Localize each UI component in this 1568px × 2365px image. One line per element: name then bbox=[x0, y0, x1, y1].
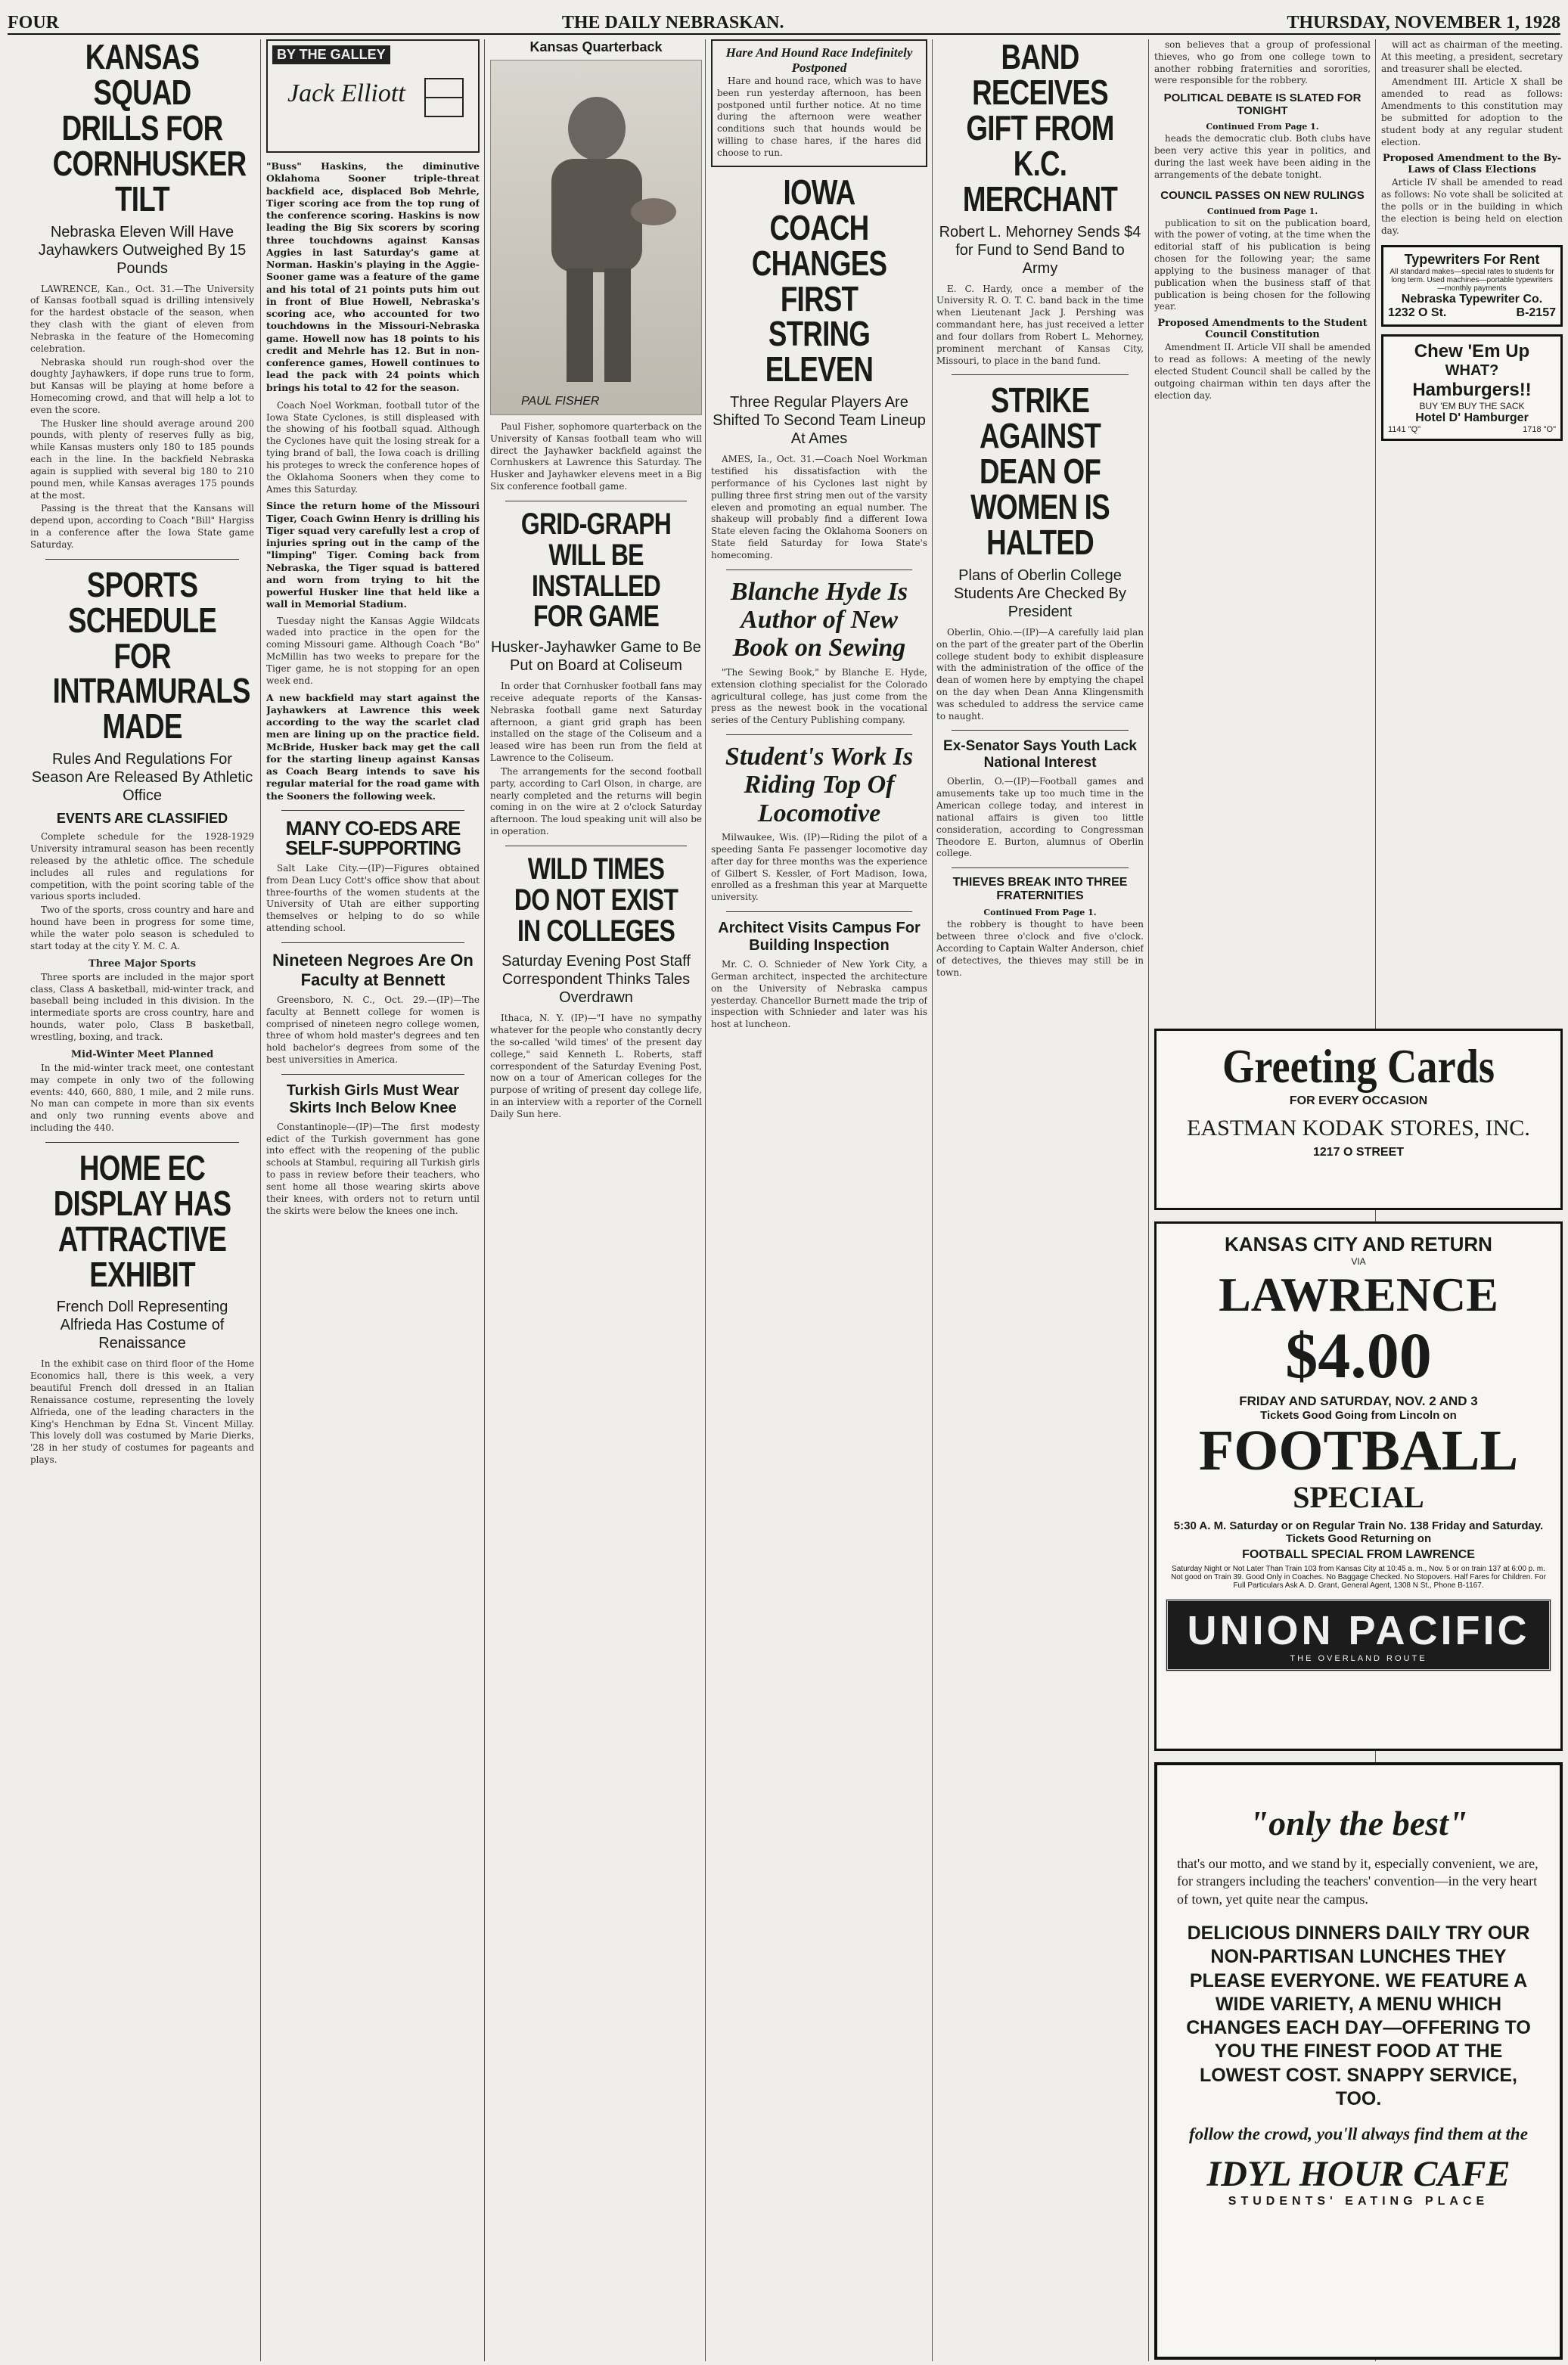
idyl-sub: STUDENTS' EATING PLACE bbox=[1228, 2195, 1489, 2208]
hare-article bbox=[717, 76, 921, 160]
hamburger-line-3: Hamburgers!! bbox=[1412, 379, 1532, 400]
column-4 bbox=[711, 39, 927, 1032]
galley-bold-block-2: A new backfield may start against the Jayhawkers at Lawrence this week according to the way the scarlet clad men are lining up on the practice field. McBride, Husker back may get the call for the starting lineup against Kansas as Coach Bearg intends to save his regular material for the road game with the Sooners the following week. bbox=[266, 691, 480, 802]
paragraph: In the mid-winter track meet, one contestant may compete in only two of the following events: 440, 660, 880, 1 mile, and 2 mile runs. No man can compete in more than six events and only two running events above and including the 440. bbox=[30, 1062, 254, 1133]
greeting-title: Greeting Cards bbox=[1222, 1039, 1495, 1093]
paragraph: Tuesday night the Kansas Aggie Wildcats waded into practice in the open for the coming Missouri game. Although Coach "Bo" McMillin has two weeks to prepare for the Tiger game, he is not stopping for an open week end. bbox=[266, 615, 480, 686]
class-elections-article bbox=[1381, 177, 1563, 237]
hamburger-line-2: WHAT? bbox=[1445, 362, 1499, 379]
rail-special: SPECIAL bbox=[1293, 1480, 1424, 1514]
union-pacific-title: UNION PACIFIC bbox=[1187, 1608, 1530, 1653]
column-5 bbox=[936, 39, 1144, 980]
debate-headline: POLITICAL DEBATE IS SLATED FOR TONIGHT bbox=[1163, 92, 1362, 118]
debate-article bbox=[1154, 133, 1371, 181]
amendment-3 bbox=[1381, 76, 1563, 148]
idyl-follow: follow the crowd, you'll always find them at the bbox=[1189, 2124, 1528, 2144]
youth-headline: Ex-Senator Says Youth Lack National Interest bbox=[943, 738, 1137, 771]
paragraph: Complete schedule for the 1928-1929 University intramural season has been recently released by the athletic office. The schedule includes all rules and regulations for competition, with the point scoring table of the various sports included. bbox=[30, 831, 254, 902]
paragraph: Passing is the threat that the Kansans will depend upon, according to Coach "Bill" Hargiss in a conference after the Iowa State game Saturday. bbox=[30, 503, 254, 550]
rail-times: 5:30 A. M. Saturday or on Regular Train No. 138 Friday and Saturday. Tickets Good Returning on bbox=[1173, 1519, 1544, 1545]
typewriter-ad bbox=[1381, 245, 1563, 327]
paragraph: E. C. Hardy, once a member of the University R. O. T. C. band back in the time when Lieutenant Jack J. Pershing was commandant here, has just received a letter and four dollars from Robert L. Mehorney, prominent merchant of Kansas City, Missouri, to place in the band fund. bbox=[936, 283, 1144, 366]
strike-deck: Plans of Oberlin College Students Are Checked By President bbox=[954, 566, 1126, 620]
idyl-hour-ad bbox=[1154, 1762, 1563, 2360]
quarterback-photo bbox=[490, 60, 702, 415]
iowa-headline: IOWA COACH CHANGES FIRST STRING ELEVEN bbox=[751, 172, 887, 390]
band-deck: Robert L. Mehorney Sends $4 for Fund to Send Band to Army bbox=[939, 223, 1141, 277]
paragraph: Ithaca, N. Y. (IP)—"I have no sympathy whatever for the people who constantly decry the so-called 'wild times' of the present day college," said Kenneth L. Roberts, staff correspondent of the Saturday Evening Post, now on a tour of American colleges for the purpose of writing of present day college life, in an interview with a reporter of the Cornell Daily Sun here. bbox=[490, 1013, 702, 1119]
band-headline: BAND RECEIVES GIFT FROM K.C. MERCHANT bbox=[962, 39, 1118, 219]
paragraph: heads the democratic club. Both clubs have been very active this year in politics, and during the last week have been aiding in the arrangements of the debate tonight. bbox=[1154, 133, 1371, 180]
council-article bbox=[1154, 218, 1371, 314]
paragraph: Nebraska should run rough-shod over the doughty Jayhawkers, if dope runs true to form, but Kansas will be playing at home before a Homecoming crowd, and that will help a lot to even the score. bbox=[30, 356, 254, 415]
column-3 bbox=[490, 39, 702, 1122]
photo-caption: PAUL FISHER bbox=[521, 395, 600, 408]
intramural-headline: SPORTS SCHEDULE FOR INTRAMURALS MADE bbox=[52, 564, 250, 746]
architect-headline: Architect Visits Campus For Building Inspection bbox=[718, 920, 921, 954]
galley-bold-block: Since the return home of the Missouri Tiger, Coach Gwinn Henry is drilling his Tiger squad very carefully lest a crop of injuries spring out in the camp of the "limping" Tiger. Coming back from Nebraska, the Tiger squad is battered and worn from trying to hit the powerful Husker line that held like a wall in Memorial Stadium. bbox=[266, 500, 480, 610]
paragraph: Mr. C. O. Schnieder of New York City, a German architect, inspected the architecture on the University of Nebraska campus yesterday. Chancellor Burnett made the trip of inspection with Schnieder and later was his host at luncheon. bbox=[711, 959, 927, 1030]
col6-top-text bbox=[1154, 39, 1371, 87]
galley-body-2 bbox=[266, 616, 480, 687]
rail-return: FOOTBALL SPECIAL FROM LAWRENCE bbox=[1242, 1548, 1475, 1561]
typewriter-company: Nebraska Typewriter Co. bbox=[1401, 292, 1543, 306]
paragraph: will act as chairman of the meeting. At this meeting, a president, secretary and treasurer shall be elected. bbox=[1381, 39, 1563, 74]
hare-hound-box bbox=[711, 39, 927, 167]
intramural-deck: Rules And Regulations For Season Are Released By Athletic Office bbox=[31, 751, 253, 805]
greeting-cards-ad bbox=[1154, 1029, 1563, 1210]
paragraph: Amendment II. Article VII shall be amended to read as follows: A meeting of the newly elected Student Council shall be called by the outgoing chairman within ten days after the election day. bbox=[1154, 342, 1371, 401]
galley-body bbox=[266, 400, 480, 496]
hamburger-name: Hotel D' Hamburger bbox=[1415, 411, 1529, 424]
paragraph: Oberlin, O.—(IP)—Football games and amusements take up too much time in the American college today, and interest in national affairs is given too little consideration, according to Congressman Theodore E. Burton, alumnus of Oberlin college. bbox=[936, 776, 1144, 859]
paragraph: the robbery is thought to have been between three o'clock and five o'clock. According to Captain Walter Anderson, chief of detectives, the thieves may still be in town. bbox=[936, 919, 1144, 978]
paragraph: Hare and hound race, which was to have been run yesterday afternoon, has been postponed until further notice. At no time during the afternoon were weather conditions such that hounds would be willing to chase hares, if the hares did choose to run. bbox=[717, 76, 921, 158]
coeds-article bbox=[266, 863, 480, 935]
home-ec-headline: HOME EC DISPLAY HAS ATTRACTIVE EXHIBIT bbox=[53, 1147, 231, 1294]
col7-top-text bbox=[1381, 39, 1563, 75]
page-number: FOUR bbox=[8, 13, 59, 33]
iowa-article bbox=[711, 454, 927, 561]
galley-author: Jack Elliott bbox=[287, 79, 405, 107]
idyl-quote: "only the best" bbox=[1249, 1804, 1468, 1842]
strike-headline: STRIKE AGAINST DEAN OF WOMEN IS HALTED bbox=[970, 380, 1110, 562]
blanche-article bbox=[711, 667, 927, 727]
paragraph: AMES, Ia., Oct. 31.—Coach Noel Workman testified his dissatisfaction with the performance of his Cyclones last night by pulling three first string men out of the varsity eleven and promoting an equal number. The shakeup will probably find a different Iowa State eleven facing the Oklahoma Sooners on State field Saturday for Iowa State's homecoming. bbox=[711, 454, 927, 560]
class-elections-subhead: Proposed Amendment to the By-Laws of Class Elections bbox=[1382, 153, 1562, 176]
gridgraph-headline: GRID-GRAPH WILL BE INSTALLED FOR GAME bbox=[520, 507, 672, 634]
rail-via: VIA bbox=[1351, 1256, 1366, 1267]
paragraph: Milwaukee, Wis. (IP)—Riding the pilot of a speeding Santa Fe passenger locomotive day after day for three months was the experience of Gilbert S. Kessler, of Fort Madison, Iowa, enrolled as a freshman this year at Marquette university. bbox=[711, 832, 927, 903]
paragraph: Three sports are included in the major sport class, Class A basketball, mid-winter track, and baseball being included in this division. In the intermediate sports are cross country, hare and hounds, water polo, Class B basketball, wrestling, boxing, and track. bbox=[30, 971, 254, 1042]
amendments-subhead: Proposed Amendments to the Student Council Constitution bbox=[1157, 318, 1368, 341]
events-subhead: EVENTS ARE CLASSIFIED bbox=[56, 811, 228, 827]
paragraph: In order that Cornhusker football fans may receive adequate reports of the Kansas-Nebraska football game next Saturday afternoon, a giant grid graph has been installed on the stage of the Coliseum and a leased wire has been run from the field at Lawrence to the Coliseum. bbox=[490, 681, 702, 764]
rail-good: Tickets Good Going from Lincoln on bbox=[1260, 1409, 1457, 1422]
debate-continued: Continued From Page 1. bbox=[1206, 122, 1319, 132]
column-2 bbox=[266, 39, 480, 1218]
sketch-icon bbox=[418, 71, 470, 124]
wild-times-headline: WILD TIMES DO NOT EXIST IN COLLEGES bbox=[514, 852, 678, 948]
paragraph: The Husker line should average around 200 pounds, with plenty of reserves fully as big, while Kansas musters only 180 to 185 pounds each in the line. In the backfield Nebraska again is supplied with several big 180 to 210 pound men, while Kansas averages 175 pounds at the most. bbox=[30, 417, 254, 501]
rail-dates: FRIDAY AND SATURDAY, NOV. 2 AND 3 bbox=[1239, 1394, 1478, 1408]
column-7 bbox=[1381, 39, 1563, 1015]
paragraph: son believes that a group of professional thieves, who go from one college town to another robbing fraternities and sororities, were responsible for the robbery. bbox=[1154, 39, 1371, 86]
column-1 bbox=[30, 39, 254, 1468]
typewriter-address: 1232 O St. bbox=[1388, 306, 1447, 319]
kansas-headline: KANSAS SQUAD DRILLS FOR CORNHUSKER TILT bbox=[52, 39, 247, 219]
amendments-article bbox=[1154, 342, 1371, 402]
paragraph: publication to sit on the publication board, with the power of voting, at the time when the editorial staff of his publication is being chosen for the following year; the same applying to the business manager of that publication when the business staff of that publication is being chosen for the following year. bbox=[1154, 217, 1371, 312]
issue-date: THURSDAY, NOVEMBER 1, 1928 bbox=[1287, 13, 1560, 33]
paragraph: Paul Fisher, sophomore quarterback on the University of Kansas football team who will direct the Jayhawker backfield against the Cornhuskers at Lawrence this Saturday. The Husker and Jayhawker elevens meet in a Big Six conference football game. bbox=[490, 421, 702, 492]
hamburger-ad bbox=[1381, 334, 1563, 441]
paragraph: In the exhibit case on third floor of the Home Economics hall, there is this week, a very beautiful French doll dressed in an Italian Renaissance costume, representing the lovely Alfrieda, one of the leading characters in the King's Henchman by Edna St. Vincent Millay. This lovely doll was costumed by Marie Dierks, '28 in her study of costumes for pageants and plays. bbox=[30, 1358, 254, 1466]
youth-article bbox=[936, 776, 1144, 860]
galley-column: "Buss" Haskins, the diminutive Oklahoma Sooner triple-threat backfield ace, displaced Bob Mehrle, Tiger scoring ace from the top rung of the conference scoring. Haskins is now leading the Big Six scorers by scoring three touchdowns against Kansas Aggies in last Saturday's game at Norman. Haskin's playing in the Aggie-Sooner game was a feature of the game and his total of 21 points puts him out in front of Blue Howell, Nebraska's scoring ace, who accounted for two touchdowns in the Missouri-Nebraska game. Howell now has 18 points to his credit and Mehrle has 12. But in non-conference games, Howell continues to lead the pack with 24 points which brings his total to 42 for the season. bbox=[266, 160, 480, 393]
thieves-article bbox=[936, 919, 1144, 979]
paragraph: Greensboro, N. C., Oct. 29.—(IP)—The faculty at Bennett college for women is comprised of nineteen negro college women, three of whom hold master's degrees and ten hold bachelor's degrees from some of the best universities in America. bbox=[266, 994, 480, 1065]
rail-price: $4.00 bbox=[1285, 1319, 1432, 1392]
greeting-sub: FOR EVERY OCCASION bbox=[1289, 1094, 1428, 1107]
paragraph: Amendment III. Article X shall be amended to read as follows: Amendments to this constitution may be submitted for adoption to the student body at any regular student election. bbox=[1381, 76, 1563, 147]
thieves-continued: Continued From Page 1. bbox=[983, 908, 1097, 918]
kansas-article bbox=[30, 284, 254, 551]
typewriter-title: Typewriters For Rent bbox=[1404, 251, 1540, 267]
paragraph: Constantinople—(IP)—The first modesty edict of the Turkish government has gone into effect with the reopening of the public schools at Stambul, requiring all Turkish girls to pass in review before their teachers, who sent home all those wearing skirts above their knees, with orders not to return until the skirts were below the knees one inch. bbox=[266, 1121, 480, 1216]
paragraph: LAWRENCE, Kan., Oct. 31.—The University of Kansas football squad is drilling intensively for the hardest obstacle of the season, when they clash with the giant of eleven from Nebraska in the feature of the Homecoming celebration. bbox=[30, 283, 254, 354]
union-pacific-banner bbox=[1166, 1599, 1551, 1671]
gridgraph-article bbox=[490, 681, 702, 838]
idyl-name: IDYL HOUR CAFE bbox=[1206, 2154, 1511, 2195]
wild-times-deck: Saturday Evening Post Staff Correspondent Thinks Tales Overdrawn bbox=[501, 953, 691, 1007]
paragraph: The arrangements for the second football party, according to Carl Olson, in charge, are nearly completed and the returns will begin coming in on the wire at 2 o'clock Saturday afternoon. The loud speaking unit will also be in operation. bbox=[490, 765, 702, 837]
student-headline: Student's Work Is Riding Top Of Locomotive bbox=[725, 743, 914, 827]
idyl-menu: DELICIOUS DINNERS DAILY TRY OUR NON-PARTISAN LUNCHES THEY PLEASE EVERYONE. WE FEATURE A WIDE VARIETY, A MENU WHICH CHANGES EACH DAY—OFFERING TO YOU THE FINEST FOOD AT THE LOWEST COST. SNAPPY SERVICE, TOO. bbox=[1186, 1923, 1531, 2109]
greeting-store: EASTMAN KODAK STORES, INC. bbox=[1187, 1116, 1530, 1141]
paragraph: Salt Lake City.—(IP)—Figures obtained from Dean Lucy Cott's office show that about three-fourths of the women students at the University of Utah are either supporting themselves or helping to do so while attending school. bbox=[266, 862, 480, 934]
negro-headline: Nineteen Negroes Are On Faculty at Bennett bbox=[272, 950, 474, 989]
rail-fine-print: Saturday Night or Not Later Than Train 103 from Kansas City at 10:45 a. m., Nov. 5 or on train 137 at 6:00 p. m. Not good on Train 39. Good Only in Coaches. No Baggage Checked. No Stopovers. Half Fares for Children. For Full Particulars Ask A. D. Grant, General Agent, 1308 N St., Phone B-1167. bbox=[1171, 1565, 1546, 1590]
intramural-article bbox=[30, 831, 254, 1134]
negro-article bbox=[266, 995, 480, 1066]
hamburger-address-1: 1141 "Q" bbox=[1388, 424, 1421, 434]
midwinter-subhead: Mid-Winter Meet Planned bbox=[70, 1048, 214, 1060]
thieves-headline: THIEVES BREAK INTO THREE FRATERNITIES bbox=[952, 876, 1128, 903]
column-6 bbox=[1154, 39, 1371, 1015]
football-player-icon bbox=[491, 61, 701, 414]
typewriter-phone: B-2157 bbox=[1516, 306, 1556, 319]
turkish-headline: Turkish Girls Must Wear Skirts Inch Below Knee bbox=[286, 1082, 460, 1116]
paragraph: Coach Noel Workman, football tutor of the Iowa State Cyclones, is still displeased with the showing of his football squad. Although the Cyclones have quit the losing streak for a tying brand of ball, the Iowa coach is drilling his proteges to wreck the conference hopes of the Oklahoma Sooners when they come to Ames this Saturday. bbox=[266, 399, 480, 495]
paragraph: Oberlin, Ohio.—(IP)—A carefully laid plan on the part of the greater part of the Oberlin college student body to exhibit displeasure with the administration of the office of the dean of women here by emptying the chapel on the day when Dean Anna Klingensmith was scheduled to address the service came to naught. bbox=[936, 626, 1144, 722]
union-pacific-sub: THE OVERLAND ROUTE bbox=[1290, 1654, 1427, 1663]
coeds-headline: MANY CO-EDS ARE SELF-SUPPORTING bbox=[284, 816, 461, 860]
rail-top: KANSAS CITY AND RETURN bbox=[1225, 1233, 1492, 1255]
gridgraph-deck: Husker-Jayhawker Game to Be Put on Board at Coliseum bbox=[491, 639, 701, 675]
rail-ad bbox=[1154, 1221, 1563, 1751]
council-headline: COUNCIL PASSES ON NEW RULINGS bbox=[1160, 188, 1365, 202]
rail-football: FOOTBALL bbox=[1198, 1419, 1519, 1482]
strike-article bbox=[936, 627, 1144, 723]
wild-times-article bbox=[490, 1013, 702, 1120]
council-continued: Continued from Page 1. bbox=[1206, 206, 1318, 216]
galley-title: BY THE GALLEY bbox=[272, 45, 390, 64]
hamburger-address-2: 1718 "O" bbox=[1523, 424, 1556, 434]
blanche-headline: Blanche Hyde Is Author of New Book on Sewing bbox=[730, 577, 908, 663]
hare-headline: Hare And Hound Race Indefinitely Postponed bbox=[725, 45, 913, 75]
photo-text bbox=[490, 421, 702, 493]
home-ec-deck: French Doll Representing Alfrieda Has Costume of Renaissance bbox=[56, 1299, 228, 1352]
rail-city: LAWRENCE bbox=[1219, 1268, 1498, 1321]
architect-article bbox=[711, 959, 927, 1031]
galley-byline-box bbox=[266, 39, 480, 153]
band-article bbox=[936, 284, 1144, 368]
hamburger-line-4: BUY 'EM BUY THE SACK bbox=[1419, 400, 1525, 411]
paper-name: THE DAILY NEBRASKAN. bbox=[561, 13, 784, 33]
paragraph: "The Sewing Book," by Blanche E. Hyde, extension clothing specialist for the Colorado agricultural college, has just come from the press as the newest book in the vocational series of the Century Publishing company. bbox=[711, 666, 927, 726]
paragraph: Two of the sports, cross country and hare and hound have been in progress for some time, while the water polo season is scheduled to start today at the city Y. M. C. A. bbox=[30, 905, 254, 951]
hamburger-line-1: Chew 'Em Up bbox=[1414, 340, 1530, 362]
idyl-intro: that's our motto, and we stand by it, especially convenient, we are, for strangers including the teachers' convention—in the very heart of town, yet quite near the campus. bbox=[1177, 1856, 1539, 1907]
three-major-subhead: Three Major Sports bbox=[88, 957, 196, 970]
student-article bbox=[711, 832, 927, 904]
iowa-deck: Three Regular Players Are Shifted To Second Team Lineup At Ames bbox=[713, 394, 926, 448]
greeting-address: 1217 O STREET bbox=[1312, 1146, 1405, 1159]
kansas-deck: Nebraska Eleven Will Have Jayhawkers Outweighed By 15 Pounds bbox=[38, 223, 247, 277]
typewriter-text: All standard makes—special rates to students for long term. Used machines—portable typewriters—monthly payments bbox=[1389, 267, 1554, 293]
masthead bbox=[8, 5, 1560, 35]
home-ec-article bbox=[30, 1358, 254, 1466]
turkish-article bbox=[266, 1122, 480, 1218]
photo-title: Kansas Quarterback bbox=[529, 39, 663, 54]
paragraph: Article IV shall be amended to read as follows: No vote shall be solicited at the polls or in the building in which the election is being held on election day. bbox=[1381, 177, 1563, 236]
